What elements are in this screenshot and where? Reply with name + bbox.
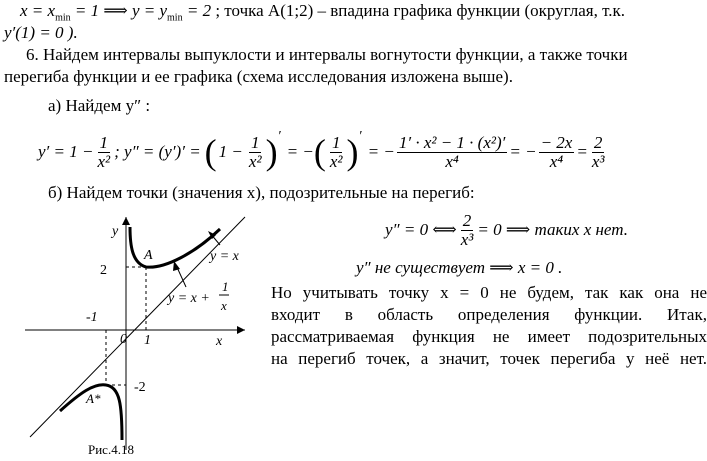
function-label-num: 1	[222, 279, 229, 294]
frac-den: x²	[248, 151, 262, 171]
frac-result	[590, 134, 607, 171]
frac-minus-2x	[539, 134, 575, 171]
frac-num: 1	[99, 132, 109, 152]
figure-caption: Рис.4.18	[88, 442, 134, 457]
frac-quotient-rule	[397, 134, 508, 171]
formula-part-6: =	[576, 142, 588, 161]
point-a-label: A	[144, 248, 153, 263]
frac-num: 2	[593, 132, 603, 152]
function-label: y = x +	[168, 291, 210, 306]
asymptote-label: y = x	[210, 249, 239, 264]
para-line-3: рассматриваемая функция не имеет подозрительных	[271, 327, 707, 346]
y-axis-label: y	[112, 224, 119, 239]
equation-ypp-undefined: y″ не существует ⟹ x = 0 .	[356, 258, 563, 277]
line-2: y′(1) = 0 ).	[4, 23, 78, 42]
frac-inner-2	[328, 134, 345, 171]
tick-y-minus-2: -2	[134, 380, 146, 395]
function-graph	[20, 205, 260, 461]
tick-x-minus-1: -1	[86, 310, 98, 325]
line-4: перегиба функции и ее графика (схема исследования изложена выше).	[4, 67, 513, 86]
line-7: б) Найдем точки (значения x), подозрительные на перегиб:	[48, 183, 475, 202]
x-axis-arrow	[237, 326, 245, 334]
para-line-2: входит в область определения функции. Итак,	[271, 305, 707, 324]
eq-pre: y″ = 0 ⟺	[385, 220, 457, 239]
frac-den: x⁴	[549, 151, 564, 171]
function-pointer-arrow	[173, 261, 180, 271]
tick-x-1: 1	[144, 333, 151, 348]
origin-label: 0	[120, 332, 127, 347]
derivative-formula: y′ = 1 − $\frac{1}{\text{x²}}$ ; y″ = (y′)′ = ( 1 − $\frac{1}{\text{x²}}$ ) ′ = − ( $\frac{1}{\text{x²}}$ ) ′ = − $\frac{\text{1′ · x² − 1 · (x²)′}}{\text{x⁴}}$ = − $\frac{- 2x}{\text{x⁴}}$ = $\frac{2}{\text{x³}}$	[38, 128, 605, 172]
frac-num: 1′ · x² − 1 · (x²)′	[398, 132, 506, 152]
prime-1: ′	[277, 128, 281, 144]
x-axis-label: x	[216, 334, 223, 349]
para-line-4: на перегиб точек, а значит, точек перегиба у неё нет.	[271, 349, 707, 368]
y-axis-arrow	[122, 217, 130, 225]
frac-num: 1	[250, 132, 260, 152]
frac-num: 2	[462, 210, 472, 230]
frac-den: x³	[591, 151, 605, 171]
line-3: 6. Найдем интервалы выпуклости и интервалы вогнутости функции, а также точки	[26, 45, 628, 64]
frac-num: − 2x	[540, 132, 573, 152]
tick-y-2: 2	[100, 263, 107, 278]
formula-part-2: ; y″ = (y′)′ =	[114, 142, 201, 161]
frac-den: x⁴	[445, 151, 459, 171]
point-a-star-label: A*	[86, 391, 101, 406]
paren-close: )	[265, 132, 278, 172]
formula-part-5: = −	[509, 142, 537, 161]
line-1-text: ; точка A(1;2) – впадина графика функции (округлая, т.к.	[211, 1, 626, 20]
line-1-sub-a: min	[55, 12, 71, 24]
frac-inner	[247, 134, 264, 171]
frac-num: 1	[331, 132, 341, 152]
frac-1-over-x2	[95, 134, 112, 171]
paren-open-2: (	[313, 132, 326, 172]
prime-2: ′	[358, 128, 362, 144]
eq-post: = 0 ⟹ таких x нет.	[477, 220, 628, 239]
frac-2-over-x3	[459, 212, 476, 249]
frac-den: x²	[97, 151, 111, 171]
line-5: а) Найдем y″ :	[48, 96, 151, 115]
formula-part-3: = −	[286, 142, 314, 161]
frac-den: x²	[329, 151, 343, 171]
paren-close-2: )	[346, 132, 359, 172]
frac-den: x³	[460, 229, 474, 249]
formula-part-1: y′ = 1 −	[38, 142, 94, 161]
paren-open: (	[204, 132, 217, 172]
line-1-math-b: = 1 ⟹ y = y	[70, 1, 168, 20]
line-1-math-c: = 2	[182, 1, 212, 20]
formula-part-4: = −	[367, 142, 395, 161]
line-1-math-a: x = x	[20, 1, 56, 20]
para-line-1: Но учитывать точку x = 0 не будем, так как она не	[271, 283, 707, 302]
equation-ypp-zero	[385, 208, 628, 252]
line-1	[20, 1, 625, 28]
line-1-sub-b: min	[167, 12, 183, 24]
function-label-den: x	[221, 298, 227, 313]
